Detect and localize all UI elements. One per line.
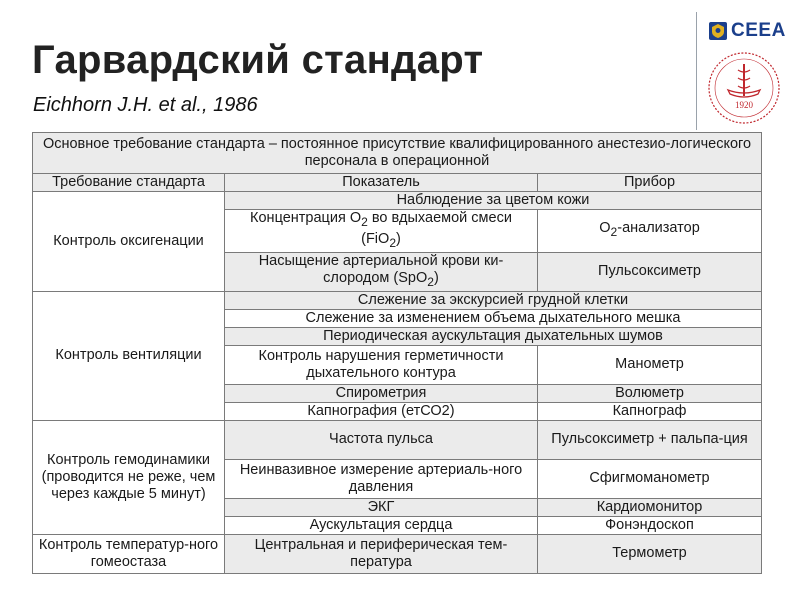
group-hemodynamics: Контроль гемодинамики (проводится не реже, чем через каждые 5 минут) [33,420,225,534]
row-chest-excursion: Слежение за экскурсией грудной клетки [225,291,762,309]
ceea-emblem-icon [708,21,728,41]
device-manometer: Манометр [538,345,762,384]
device-pulse-oximeter: Пульсоксиметр [538,252,762,291]
device-sphygmomanometer: Сфигмоманометр [538,459,762,498]
row-capnography: Капнография (етСО2) [225,402,538,420]
device-phonendoscope: Фонэндоскоп [538,516,762,534]
row-temperature: Центральная и периферическая тем-пература [225,534,538,573]
device-capnograph: Капнограф [538,402,762,420]
device-pulse-palpation: Пульсоксиметр + пальпа-ция [538,420,762,459]
group-ventilation: Контроль вентиляции [33,291,225,420]
header-device: Прибор [538,174,762,192]
row-spo2: Насыщение артериальной крови ки-слородом (SpO$_2$) [225,252,538,291]
device-o2-analyzer: $O_2$-анализатор [538,210,762,253]
group-temperature: Контроль температур-ного гомеостаза [33,534,225,573]
row-spirometry: Спирометрия [225,384,538,402]
ceea-logo-text: CEEA [731,20,786,41]
row-bag-volume: Слежение за изменением объема дыхательного мешка [225,309,762,327]
slide-subtitle: Eichhorn J.H. et al., 1986 [33,94,258,116]
seal-year: 1920 [735,100,753,110]
society-seal-icon [706,50,782,126]
device-volumeter: Волюметр [538,384,762,402]
slide-title: Гарвардский стандарт [32,38,484,82]
row-circuit-leak: Контроль нарушения герметичности дыхательного контура [225,345,538,384]
header-requirement: Требование стандарта [33,174,225,192]
table-row [33,420,762,459]
row-pulse-rate: Частота пульса [225,420,538,459]
row-breath-auscultation: Периодическая аускультация дыхательных шумов [225,327,762,345]
header-row [33,174,762,192]
row-heart-auscultation: Аускультация сердца [225,516,538,534]
table-row [33,192,762,210]
row-nibp: Неинвазивное измерение артериаль-ного давления [225,459,538,498]
row-ecg: ЭКГ [225,498,538,516]
device-thermometer: Термометр [538,534,762,573]
header-indicator: Показатель [225,174,538,192]
ceea-logo [708,20,786,42]
table-row [33,534,762,573]
device-cardiomonitor: Кардиомонитор [538,498,762,516]
header-divider [696,12,697,130]
row-fio2: Концентрация $O_2$ во вдыхаемой смеси (FiO$_2$) [225,210,538,253]
table-row [33,291,762,309]
intro-requirement: Основное требование стандарта – постоянное присутствие квалифицированного анестезио-логического персонала в операционной [33,133,762,174]
group-oxygenation: Контроль оксигенации [33,192,225,292]
row-skin-color: Наблюдение за цветом кожи [225,192,762,210]
harvard-standard-table [32,132,762,574]
